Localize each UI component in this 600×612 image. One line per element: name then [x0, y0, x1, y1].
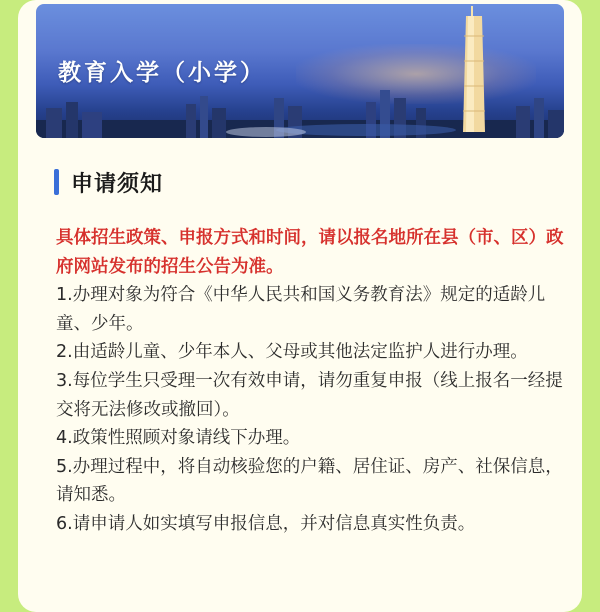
section-header: [54, 162, 163, 202]
list-item: 1.办理对象为符合《中华人民共和国义务教育法》规定的适龄儿童、少年。: [56, 285, 546, 334]
list-item: 6.请申请人如实填写申报信息，并对信息真实性负责。: [56, 513, 476, 534]
list-item: 2.由适龄儿童、少年本人、父母或其他法定监护人进行办理。: [56, 342, 528, 363]
banner: [36, 4, 564, 138]
policy-notice: 具体招生政策、申报方式和时间，请以报名地所在县（市、区）政府网站发布的招生公告为准。: [56, 228, 564, 277]
section-accent-bar: [54, 169, 59, 195]
list-item: 5.办理过程中，将自动核验您的户籍、居住证、房产、社保信息，请知悉。: [56, 456, 563, 506]
tower-image: [454, 6, 494, 134]
info-card: [18, 0, 582, 612]
banner-title: 教育入学（小学）: [58, 60, 266, 86]
notice-content: [56, 224, 576, 539]
list-item: 4.政策性照顾对象请线下办理。: [56, 428, 301, 449]
list-item: 3.每位学生只受理一次有效申请，请勿重复申报（线上报名一经提交将无法修改或撤回）。: [56, 370, 563, 420]
section-title: 申请须知: [71, 171, 164, 197]
